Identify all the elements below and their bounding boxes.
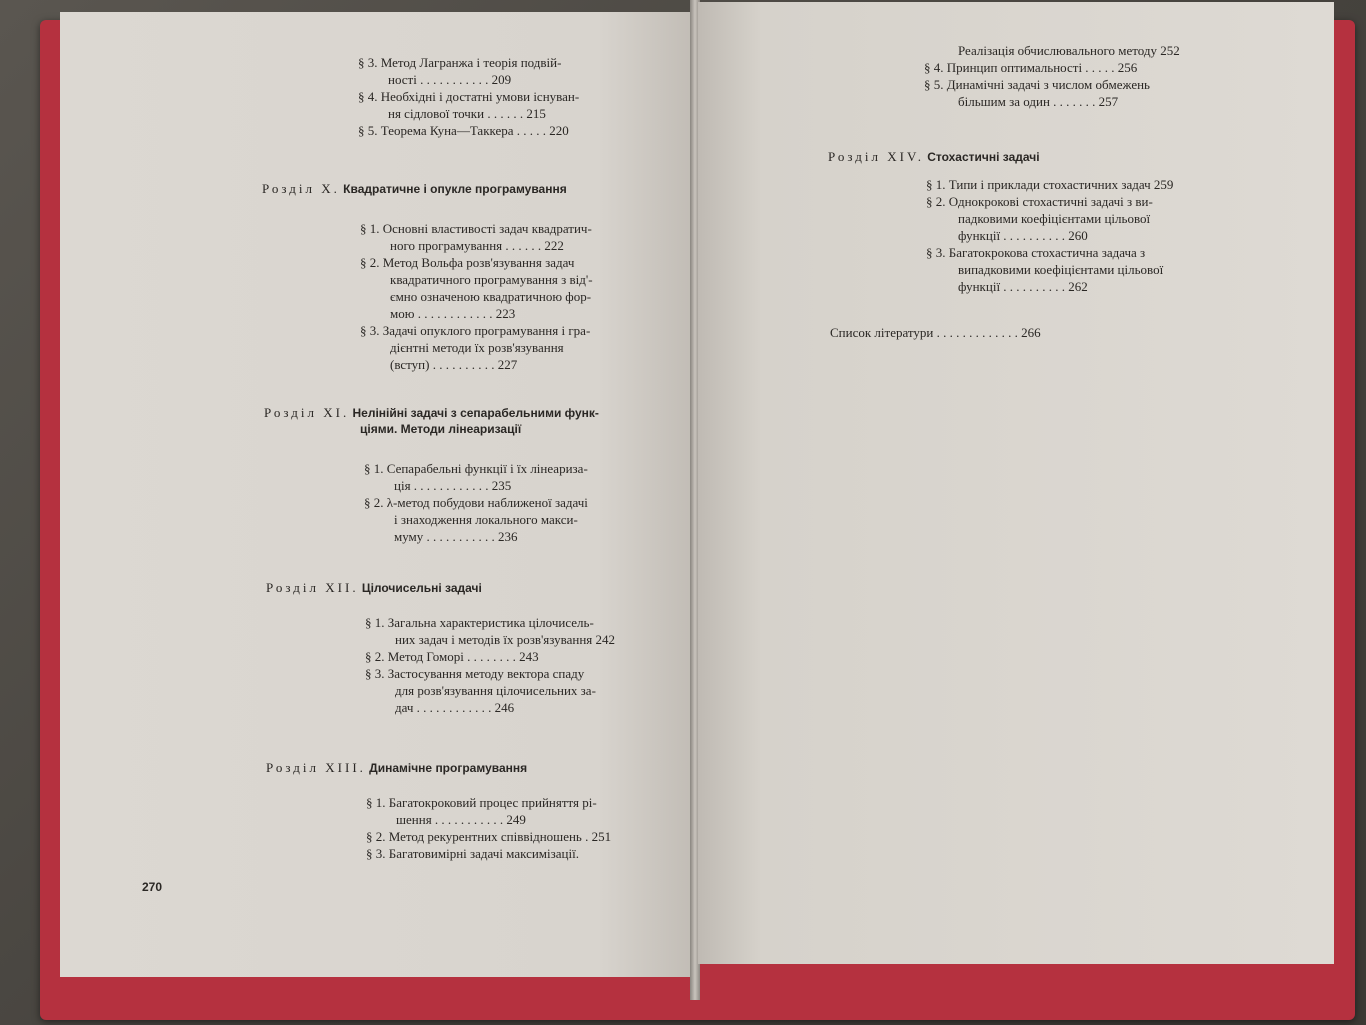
toc-block-chapter-xi xyxy=(364,460,664,545)
toc-line: § 4. Необхідні і достатні умови існуван- xyxy=(358,89,580,104)
toc-line: § 3. Метод Лагранжа і теорія подвій- xyxy=(358,55,562,70)
left-page xyxy=(60,12,692,977)
toc-line: ція . . . . . . . . . . . . 235 xyxy=(394,478,512,493)
toc-line: випадковими коефіцієнтами цільової xyxy=(958,262,1164,277)
chapter-title: Нелінійні задачі з сепарабельними функ- xyxy=(352,406,599,420)
toc-block-chapter-x xyxy=(360,220,660,373)
toc-line: більшим за один . . . . . . . 257 xyxy=(958,94,1119,109)
references-entry: Список літератури . . . . . . . . . . . . . 266 xyxy=(830,325,1041,340)
chapter-title: Динамічне програмування xyxy=(369,761,528,775)
toc-line: дач . . . . . . . . . . . . 246 xyxy=(395,700,515,715)
chapter-title: Цілочисельні задачі xyxy=(361,581,482,595)
toc-line: § 2. λ-метод побудови наближеної задачі xyxy=(364,495,588,510)
toc-line: § 1. Сепарабельні функції і їх лінеариза- xyxy=(364,461,588,476)
toc-line: § 1. Загальна характеристика цілочисель- xyxy=(365,615,594,630)
chapter-heading-xiii xyxy=(266,759,527,777)
chapter-label: Розділ XIII. xyxy=(266,760,366,775)
toc-line: і знаходження локального макси- xyxy=(394,512,578,527)
chapter-title-continued: ціями. Методи лінеаризації xyxy=(360,422,522,436)
toc-line: ємно означеною квадратичною фор- xyxy=(390,289,592,304)
toc-line: функції . . . . . . . . . . 260 xyxy=(958,228,1088,243)
toc-line: § 3. Задачі опуклого програмування і гра- xyxy=(360,323,591,338)
toc-block-top-left xyxy=(358,54,658,139)
toc-line: § 1. Основні властивості задач квадратич- xyxy=(360,221,592,236)
toc-line: § 2. Метод рекурентних співвідношень . 251 xyxy=(366,829,612,844)
toc-line: падковими коефіцієнтами цільової xyxy=(958,211,1151,226)
toc-line: функції . . . . . . . . . . 262 xyxy=(958,279,1088,294)
toc-line: § 2. Однокрокові стохастичні задачі з ви- xyxy=(926,194,1153,209)
chapter-title: Стохастичні задачі xyxy=(927,150,1040,164)
toc-line: муму . . . . . . . . . . . 236 xyxy=(394,529,518,544)
chapter-heading-xii xyxy=(266,579,482,597)
toc-block-top-right xyxy=(924,42,1234,110)
right-page xyxy=(698,2,1334,964)
toc-line: § 5. Теорема Куна—Таккера . . . . . 220 xyxy=(358,123,569,138)
page-number: 270 xyxy=(142,880,163,894)
toc-line: ня сідлової точки . . . . . . 215 xyxy=(388,106,546,121)
toc-line: § 2. Метод Вольфа розв'язування задач xyxy=(360,255,575,270)
chapter-heading-x xyxy=(262,180,567,198)
chapter-label: Розділ XI. xyxy=(264,405,350,420)
toc-line: § 3. Застосування методу вектора спаду xyxy=(365,666,585,681)
toc-line: ного програмування . . . . . . 222 xyxy=(390,238,564,253)
toc-line: § 4. Принцип оптимальності . . . . . 256 xyxy=(924,60,1138,75)
toc-line: (вступ) . . . . . . . . . . 227 xyxy=(390,357,518,372)
chapter-title: Квадратичне і опукле програмування xyxy=(343,182,567,196)
toc-line: § 2. Метод Гоморі . . . . . . . . 243 xyxy=(365,649,539,664)
toc-block-chapter-xii xyxy=(365,614,665,716)
chapter-label: Розділ XIV. xyxy=(828,149,924,164)
toc-block-chapter-xiv xyxy=(926,176,1236,295)
toc-line: них задач і методів їх розв'язування 242 xyxy=(395,632,616,647)
chapter-label: Розділ X. xyxy=(262,181,340,196)
toc-line: для розв'язування цілочисельних за- xyxy=(395,683,596,698)
toc-line: § 1. Багатокроковий процес прийняття рі- xyxy=(366,795,597,810)
chapter-label: Розділ XII. xyxy=(266,580,359,595)
chapter-heading-xi-line2 xyxy=(360,420,521,438)
toc-line: § 3. Багатокрокова стохастична задача з xyxy=(926,245,1146,260)
toc-line: ності . . . . . . . . . . . 209 xyxy=(388,72,512,87)
toc-line: квадратичного програмування з від'- xyxy=(390,272,593,287)
toc-line: Реалізація обчислювального методу 252 xyxy=(958,43,1180,58)
toc-line: § 3. Багатовимірні задачі максимізації. xyxy=(366,846,579,861)
toc-block-chapter-xiii xyxy=(366,794,666,862)
toc-line: § 1. Типи і приклади стохастичних задач 259 xyxy=(926,177,1174,192)
toc-line: § 5. Динамічні задачі з числом обмежень xyxy=(924,77,1150,92)
toc-line: шення . . . . . . . . . . . 249 xyxy=(396,812,526,827)
chapter-heading-xiv xyxy=(828,148,1040,166)
toc-line: дієнтні методи їх розв'язування xyxy=(390,340,564,355)
toc-line: мою . . . . . . . . . . . . 223 xyxy=(390,306,516,321)
